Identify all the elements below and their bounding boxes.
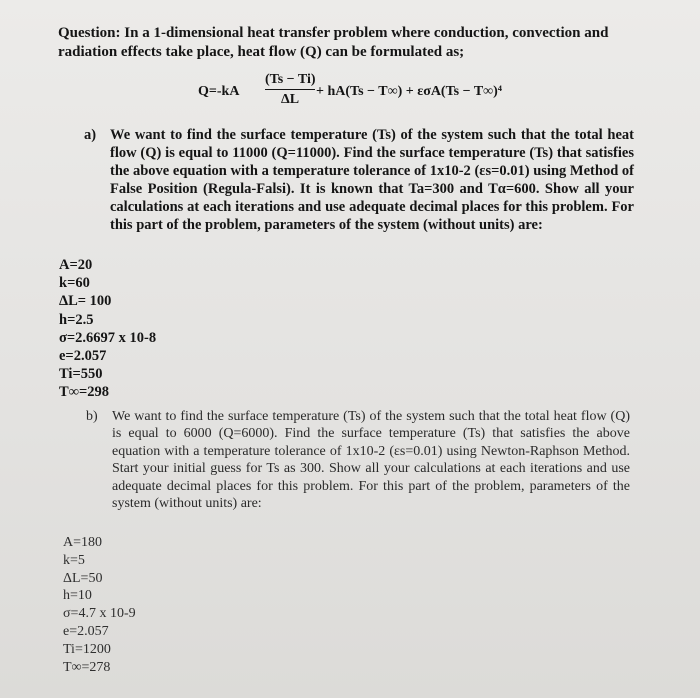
question-heading [58,24,648,62]
param-line: Ti=1200 [63,641,111,657]
param-line: e=2.057 [59,348,107,365]
formula-rhs: + hA(Ts − T∞) + εσA(Ts − T∞)⁴ [316,84,502,99]
param-line: h=10 [63,588,92,604]
param-line: T∞=298 [59,384,110,401]
formula-numerator: (Ts − Ti) [265,72,315,90]
param-line: ΔL= 100 [59,293,112,310]
part-a-parameters [59,256,156,402]
param-line: A=20 [59,257,93,273]
question-label: Question: [58,25,121,41]
part-b-parameters [63,534,136,676]
part-a-text: We want to find the surface temperature (Ts) of the system such that the total heat flow (Q) is equal to 11000 (Q=11000). Find the surface temperature (Ts) that satisfies the above equation with a temperature tolerance of 1x10-2 (εs=0.01) using Method of False Position (Regula-Falsi). It is known that Ta=300 and Tα=600. Show all your calculations at each iterations and use adequate decimal places for this problem. For this part of the problem, parameters of the system (without units) are: [110,127,634,233]
formula-fraction [265,72,315,108]
part-a-tag: a) [84,127,97,143]
param-line: k=5 [63,552,85,568]
part-b-text: We want to find the surface temperature (Ts) of the system such that the total heat flow (Q) is equal to 6000 (Q=6000). Find the surface temperature (Ts) that satisfies the above equation with a temperature tolerance of 1x10-2 (εs=0.01) using Newton-Raphson Method. Start your initial guess for Ts as 300. Show all your calculations at each iterations and use adequate decimal places for this problem. For this part of the problem, parameters of the system (without units) are: [112,409,630,512]
part-a [84,126,634,234]
formula-lhs: Q=-kA [198,84,240,99]
param-line: A=180 [63,535,103,550]
part-b-tag: b) [86,409,98,424]
param-line: σ=4.7 x 10-9 [63,606,136,622]
param-line: T∞=278 [63,659,111,675]
param-line: h=2.5 [59,311,94,328]
param-line: ΔL=50 [63,570,103,586]
question-text: In a 1-dimensional heat transfer problem where conduction, convection and radiation effects take place, heat flow (Q) can be formulated as; [58,25,609,60]
param-line: Ti=550 [59,366,103,383]
param-line: e=2.057 [63,623,109,639]
param-line: k=60 [59,275,90,292]
param-line: σ=2.6697 x 10-8 [59,329,157,346]
formula-denominator: ΔL [280,92,300,107]
part-b [86,408,630,512]
